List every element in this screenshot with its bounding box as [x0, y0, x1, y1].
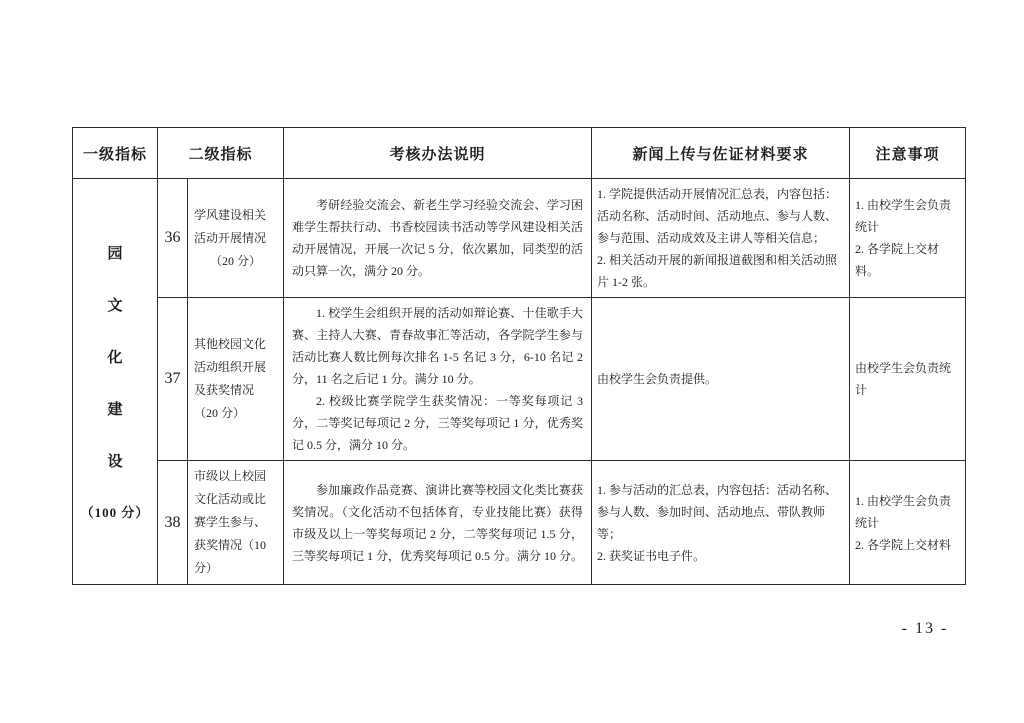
- row-number-37: 37: [158, 298, 188, 461]
- notes-cell-37: [850, 298, 966, 461]
- indicator-score: （20 分）: [210, 253, 262, 268]
- category-vertical-label: [73, 242, 157, 521]
- category-char: 园: [107, 246, 123, 262]
- row-number-36: 36: [158, 179, 188, 298]
- row-number-38: 38: [158, 461, 188, 585]
- materials-cell-38: [592, 461, 850, 585]
- indicator-text: 学风建设相关活动开展情况: [194, 207, 267, 245]
- header-level1-indicator: 一级指标: [73, 128, 158, 179]
- page-number: - 13 -: [901, 620, 949, 637]
- notes-item: 由校学生会负责统计: [855, 361, 952, 397]
- table-row-37: [73, 298, 966, 461]
- indicator-text: 市级以上校园文化活动或比赛学生参与、获奖情况（10 分）: [194, 469, 267, 575]
- indicator-cell-37: [188, 298, 284, 461]
- header-news-upload-materials: 新闻上传与佐证材料要求: [592, 128, 850, 179]
- indicator-cell-36: [188, 179, 284, 298]
- materials-item: 由校学生会负责提供。: [597, 372, 718, 386]
- category-score: （100 分）: [80, 505, 150, 520]
- method-cell-36: [284, 179, 592, 298]
- notes-item: 2. 各学院上交材料: [855, 537, 952, 552]
- category-char: 设: [107, 454, 123, 470]
- category-cell-campus-culture: [73, 179, 158, 585]
- header-assessment-method: 考核办法说明: [284, 128, 592, 179]
- notes-item: 1. 由校学生会负责统计: [855, 493, 952, 530]
- notes-cell-38: [850, 461, 966, 585]
- category-char: 文: [107, 298, 123, 314]
- method-paragraph: 参加廉政作品竞赛、演讲比赛等校园文化类比赛获奖情况。（文化活动不包括体育，专业技能比赛）获得市级及以上一等奖每项记 2 分，二等奖每项记 1.5 分，三等奖每项记 1 分，优秀奖每项记 0.5 分。满分 10 分。: [292, 482, 584, 563]
- method-cell-37: [284, 298, 592, 461]
- category-char: 建: [107, 402, 123, 418]
- indicator-text: 其他校园文化活动组织开展及获奖情况（20 分）: [194, 337, 267, 420]
- method-paragraph: 2. 校级比赛学院学生获奖情况：一等奖每项记 3 分，二等奖记每项记 2 分，三等奖每项记 1 分，优秀奖记 0.5 分，满分 10 分。: [292, 394, 584, 452]
- table-header-row: [73, 128, 966, 179]
- method-paragraph: 1. 校学生会组织开展的活动如辩论赛、十佳歌手大赛、主持人大赛、青春故事汇等活动，各学院学生参与活动比赛人数比例每次排名 1-5 名记 3 分，6-10 名记 2 分，11 名之后记 1 分。满分 10 分。: [292, 306, 584, 386]
- header-level2-indicator: 二级指标: [158, 128, 284, 179]
- notes-item: 1. 由校学生会负责统计: [855, 198, 952, 234]
- category-char: 化: [107, 350, 123, 366]
- materials-cell-36: [592, 179, 850, 298]
- notes-cell-36: [850, 179, 966, 298]
- method-paragraph: 考研经验交流会、新老生学习经验交流会、学习困难学生帮扶行动、书香校园读书活动等学风建设相关活动开展情况，开展一次记 5 分，依次累加，同类型的活动只算一次，满分 20 分。: [292, 198, 584, 278]
- materials-item: 1. 参与活动的汇总表，内容包括：活动名称、参与人数、参加时间、活动地点、带队教师等；: [597, 482, 838, 541]
- method-cell-38: [284, 461, 592, 585]
- table-row-36: [73, 179, 966, 298]
- materials-item: 1. 学院提供活动开展情况汇总表，内容包括：活动名称、活动时间、活动地点、参与人数、参与范围、活动成效及主讲人等相关信息；: [597, 187, 838, 245]
- header-notes: 注意事项: [850, 128, 966, 179]
- notes-item: 2. 各学院上交材料。: [855, 242, 940, 278]
- materials-item: 2. 相关活动开展的新闻报道截图和相关活动照片 1-2 张。: [597, 253, 838, 289]
- table-row-38: [73, 461, 966, 585]
- materials-item: 2. 获奖证书电子件。: [597, 548, 706, 563]
- indicator-cell-38: [188, 461, 284, 585]
- evaluation-criteria-table: [72, 127, 966, 585]
- materials-cell-37: [592, 298, 850, 461]
